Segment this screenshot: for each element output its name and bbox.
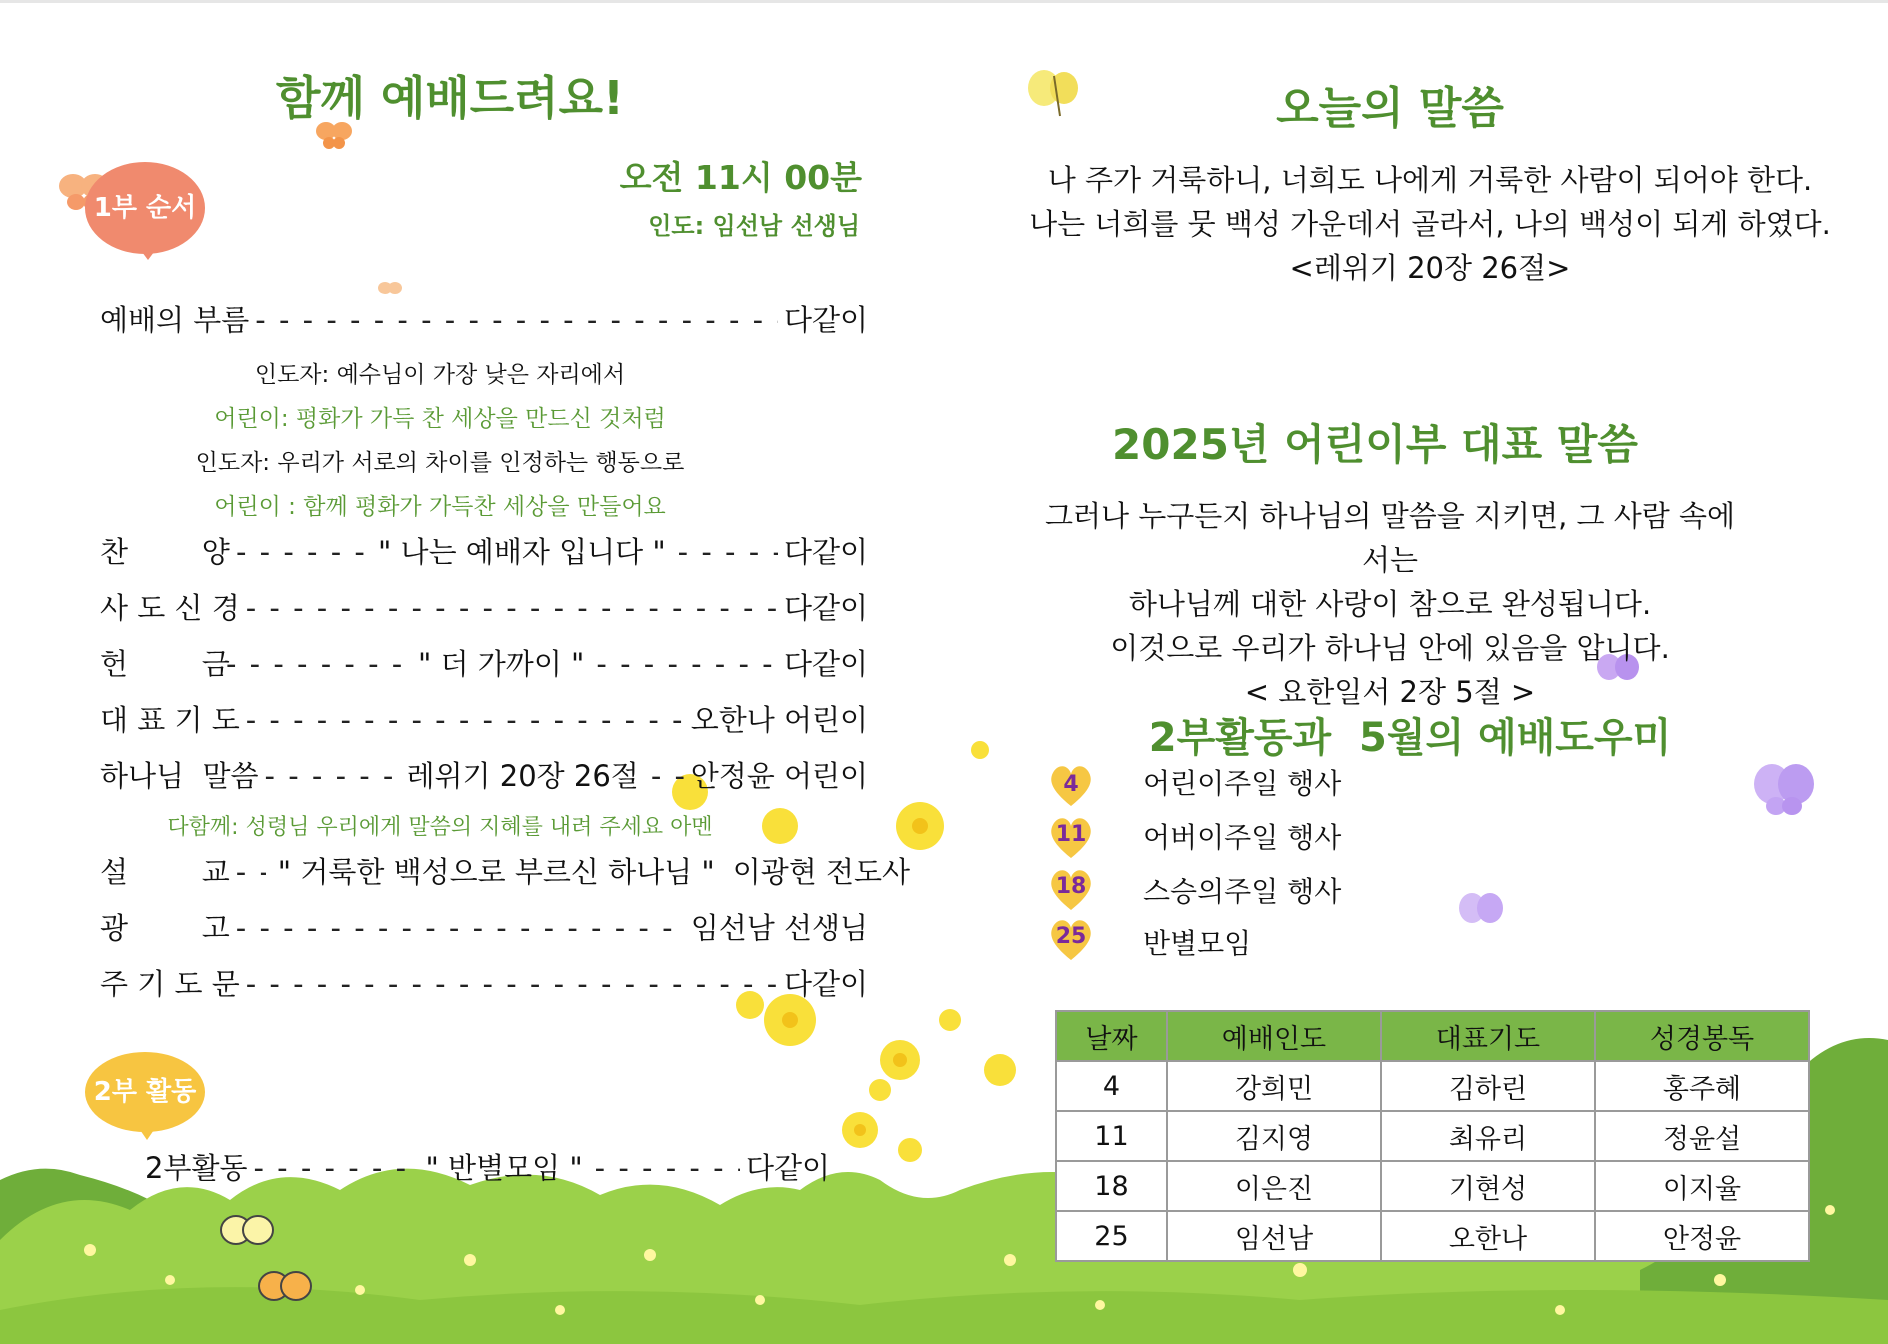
column-header: 성경봉독 — [1595, 1011, 1809, 1061]
dash-leader — [254, 1148, 414, 1188]
responsive-line: 인도자: 우리가 서로의 차이를 인정하는 행동으로 — [195, 450, 685, 476]
year-verse-title: 2025년 어린이부 대표 말씀 — [1112, 420, 1638, 469]
dash-leader — [265, 756, 395, 796]
together-prayer: 다함께: 성령님 우리에게 말씀의 지혜를 내려 주세요 아멘 — [167, 815, 713, 840]
order-detail: " 거룩한 백성으로 부르신 하나님 " — [277, 855, 715, 889]
service-leader: 인도: 임선남 선생님 — [648, 212, 860, 240]
worship-helper-table — [1055, 1010, 1810, 1262]
event-day: 25 — [1055, 924, 1087, 949]
order-person: 다같이 — [783, 967, 868, 1001]
butterfly-icon — [378, 280, 402, 300]
todays-word-text — [1010, 158, 1850, 290]
butterfly-icon — [220, 1210, 274, 1258]
order-row-lords-prayer — [100, 964, 868, 1004]
order-label: 찬 양 — [100, 535, 230, 569]
table-cell: 이지율 — [1595, 1161, 1809, 1211]
order-person: 오한나 어린이 — [690, 703, 868, 737]
table-cell: 18 — [1056, 1161, 1167, 1211]
todays-word-title: 오늘의 말씀 — [1276, 83, 1504, 134]
scripture-line: 그러나 누구든지 하나님의 말씀을 지키면, 그 사람 속에서는 — [1044, 499, 1736, 577]
order-person: 이광현 전도사 — [732, 855, 911, 889]
table-header-row — [1056, 1011, 1809, 1061]
butterfly-icon — [1458, 890, 1504, 934]
top-border — [0, 0, 1888, 3]
order-detail: 레위기 20장 26절 — [406, 759, 639, 793]
order-label: 헌 금 — [100, 647, 230, 681]
table-cell: 임선남 — [1167, 1211, 1381, 1261]
table-cell: 4 — [1056, 1061, 1167, 1111]
event-day: 4 — [1063, 772, 1079, 797]
order-label: 하나님 말씀 — [100, 759, 259, 793]
event-text: 반별모임 — [1143, 927, 1252, 960]
order-label: 주 기 도 문 — [100, 967, 240, 1001]
dash-leader — [596, 644, 778, 684]
table-row — [1056, 1161, 1809, 1211]
part2-badge-label: 2부 활동 — [93, 1077, 197, 1107]
event-text: 어버이주일 행사 — [1143, 821, 1342, 854]
year-verse-text — [1040, 494, 1740, 714]
order-row-prayer — [100, 700, 868, 740]
dash-leader — [255, 300, 778, 340]
responsive-line: 어린이: 평화가 가득 찬 세상을 만드신 것처럼 — [214, 406, 666, 432]
order-detail: " 반별모임 " — [425, 1151, 583, 1185]
butterfly-icon — [258, 1266, 312, 1314]
flower-petals-decoration — [660, 730, 1040, 1170]
order-person: 안정윤 어린이 — [690, 759, 868, 793]
scripture-reference: < 요한일서 2장 5절 > — [1244, 675, 1536, 709]
order-label: 광 고 — [100, 911, 230, 945]
table-row — [1056, 1211, 1809, 1261]
responsive-line: 어린이 : 함께 평화가 가득찬 세상을 만들어요 — [214, 494, 666, 520]
order-row-call-to-worship — [100, 300, 868, 340]
order-detail: " 나는 예배자 입니다 " — [378, 535, 666, 569]
order-row-offering — [100, 644, 868, 684]
scripture-line: 하나님께 대한 사랑이 참으로 완성됩니다. — [1128, 587, 1652, 621]
table-cell: 25 — [1056, 1211, 1167, 1261]
table-cell: 안정윤 — [1595, 1211, 1809, 1261]
event-day: 18 — [1055, 874, 1087, 899]
table-cell: 기현성 — [1381, 1161, 1595, 1211]
dash-leader — [595, 1148, 740, 1188]
column-header: 예배인도 — [1167, 1011, 1381, 1061]
order-label: 대 표 기 도 — [100, 703, 240, 737]
part1-badge — [85, 162, 205, 254]
table-cell: 김하린 — [1381, 1061, 1595, 1111]
order-row-creed — [100, 588, 868, 628]
table-cell: 11 — [1056, 1111, 1167, 1161]
order-row-praise — [100, 532, 868, 572]
table-cell: 홍주혜 — [1595, 1061, 1809, 1111]
dash-leader — [246, 964, 778, 1004]
scripture-line: 이것으로 우리가 하나님 안에 있음을 압니다. — [1110, 631, 1670, 665]
dash-leader — [651, 756, 685, 796]
dash-leader — [236, 532, 366, 572]
dash-leader — [236, 908, 685, 948]
dash-leader — [246, 700, 685, 740]
order-label: 예배의 부름 — [100, 303, 250, 337]
order-label: 사 도 신 경 — [100, 591, 240, 625]
order-label: 2부활동 — [145, 1151, 248, 1185]
order-person: 다같이 — [783, 303, 868, 337]
order-row-announcements — [100, 908, 868, 948]
event-text: 스승의주일 행사 — [1143, 875, 1342, 908]
order-detail: " 더 가까이 " — [418, 647, 585, 681]
table-cell: 김지영 — [1167, 1111, 1381, 1161]
service-time: 오전 11시 00분 — [619, 158, 862, 197]
badge-tail — [136, 1124, 158, 1140]
dash-leader — [246, 588, 778, 628]
responsive-line: 인도자: 예수님이 가장 낮은 자리에서 — [254, 362, 626, 388]
table-row — [1056, 1111, 1809, 1161]
page-title: 함께 예배드려요! — [275, 71, 625, 125]
event-day: 11 — [1055, 822, 1087, 847]
column-header: 대표기도 — [1381, 1011, 1595, 1061]
butterfly-icon — [1752, 760, 1816, 820]
table-cell: 강희민 — [1167, 1061, 1381, 1111]
part2-activity-row — [145, 1148, 830, 1188]
order-person: 다같이 — [783, 535, 868, 569]
badge-tail — [136, 244, 160, 260]
column-header: 날짜 — [1056, 1011, 1167, 1061]
activity-title: 2부활동과 5월의 예배도우미 — [1148, 715, 1672, 761]
table-cell: 정윤설 — [1595, 1111, 1809, 1161]
dash-leader — [226, 644, 406, 684]
order-person: 다같이 — [783, 591, 868, 625]
order-row-scripture — [100, 756, 868, 796]
table-row — [1056, 1061, 1809, 1111]
part2-badge — [85, 1052, 205, 1132]
butterfly-icon — [1026, 66, 1082, 120]
order-person: 다같이 — [783, 647, 868, 681]
event-text: 어린이주일 행사 — [1143, 767, 1342, 800]
table-cell: 오한나 — [1381, 1211, 1595, 1261]
order-row-sermon — [100, 852, 911, 892]
scripture-line: 나는 너희를 뭇 백성 가운데서 골라서, 나의 백성이 되게 하였다. — [1029, 207, 1831, 241]
dash-leader — [678, 532, 778, 572]
order-person: 다같이 — [745, 1151, 830, 1185]
order-label: 설 교 — [100, 855, 230, 889]
scripture-reference: <레위기 20장 26절> — [1289, 251, 1571, 285]
table-cell: 최유리 — [1381, 1111, 1595, 1161]
dash-leader — [236, 852, 266, 892]
order-person: 임선남 선생님 — [690, 911, 868, 945]
scripture-line: 나 주가 거룩하니, 너희도 나에게 거룩한 사람이 되어야 한다. — [1047, 163, 1813, 197]
part1-badge-label: 1부 순서 — [93, 193, 197, 223]
table-cell: 이은진 — [1167, 1161, 1381, 1211]
